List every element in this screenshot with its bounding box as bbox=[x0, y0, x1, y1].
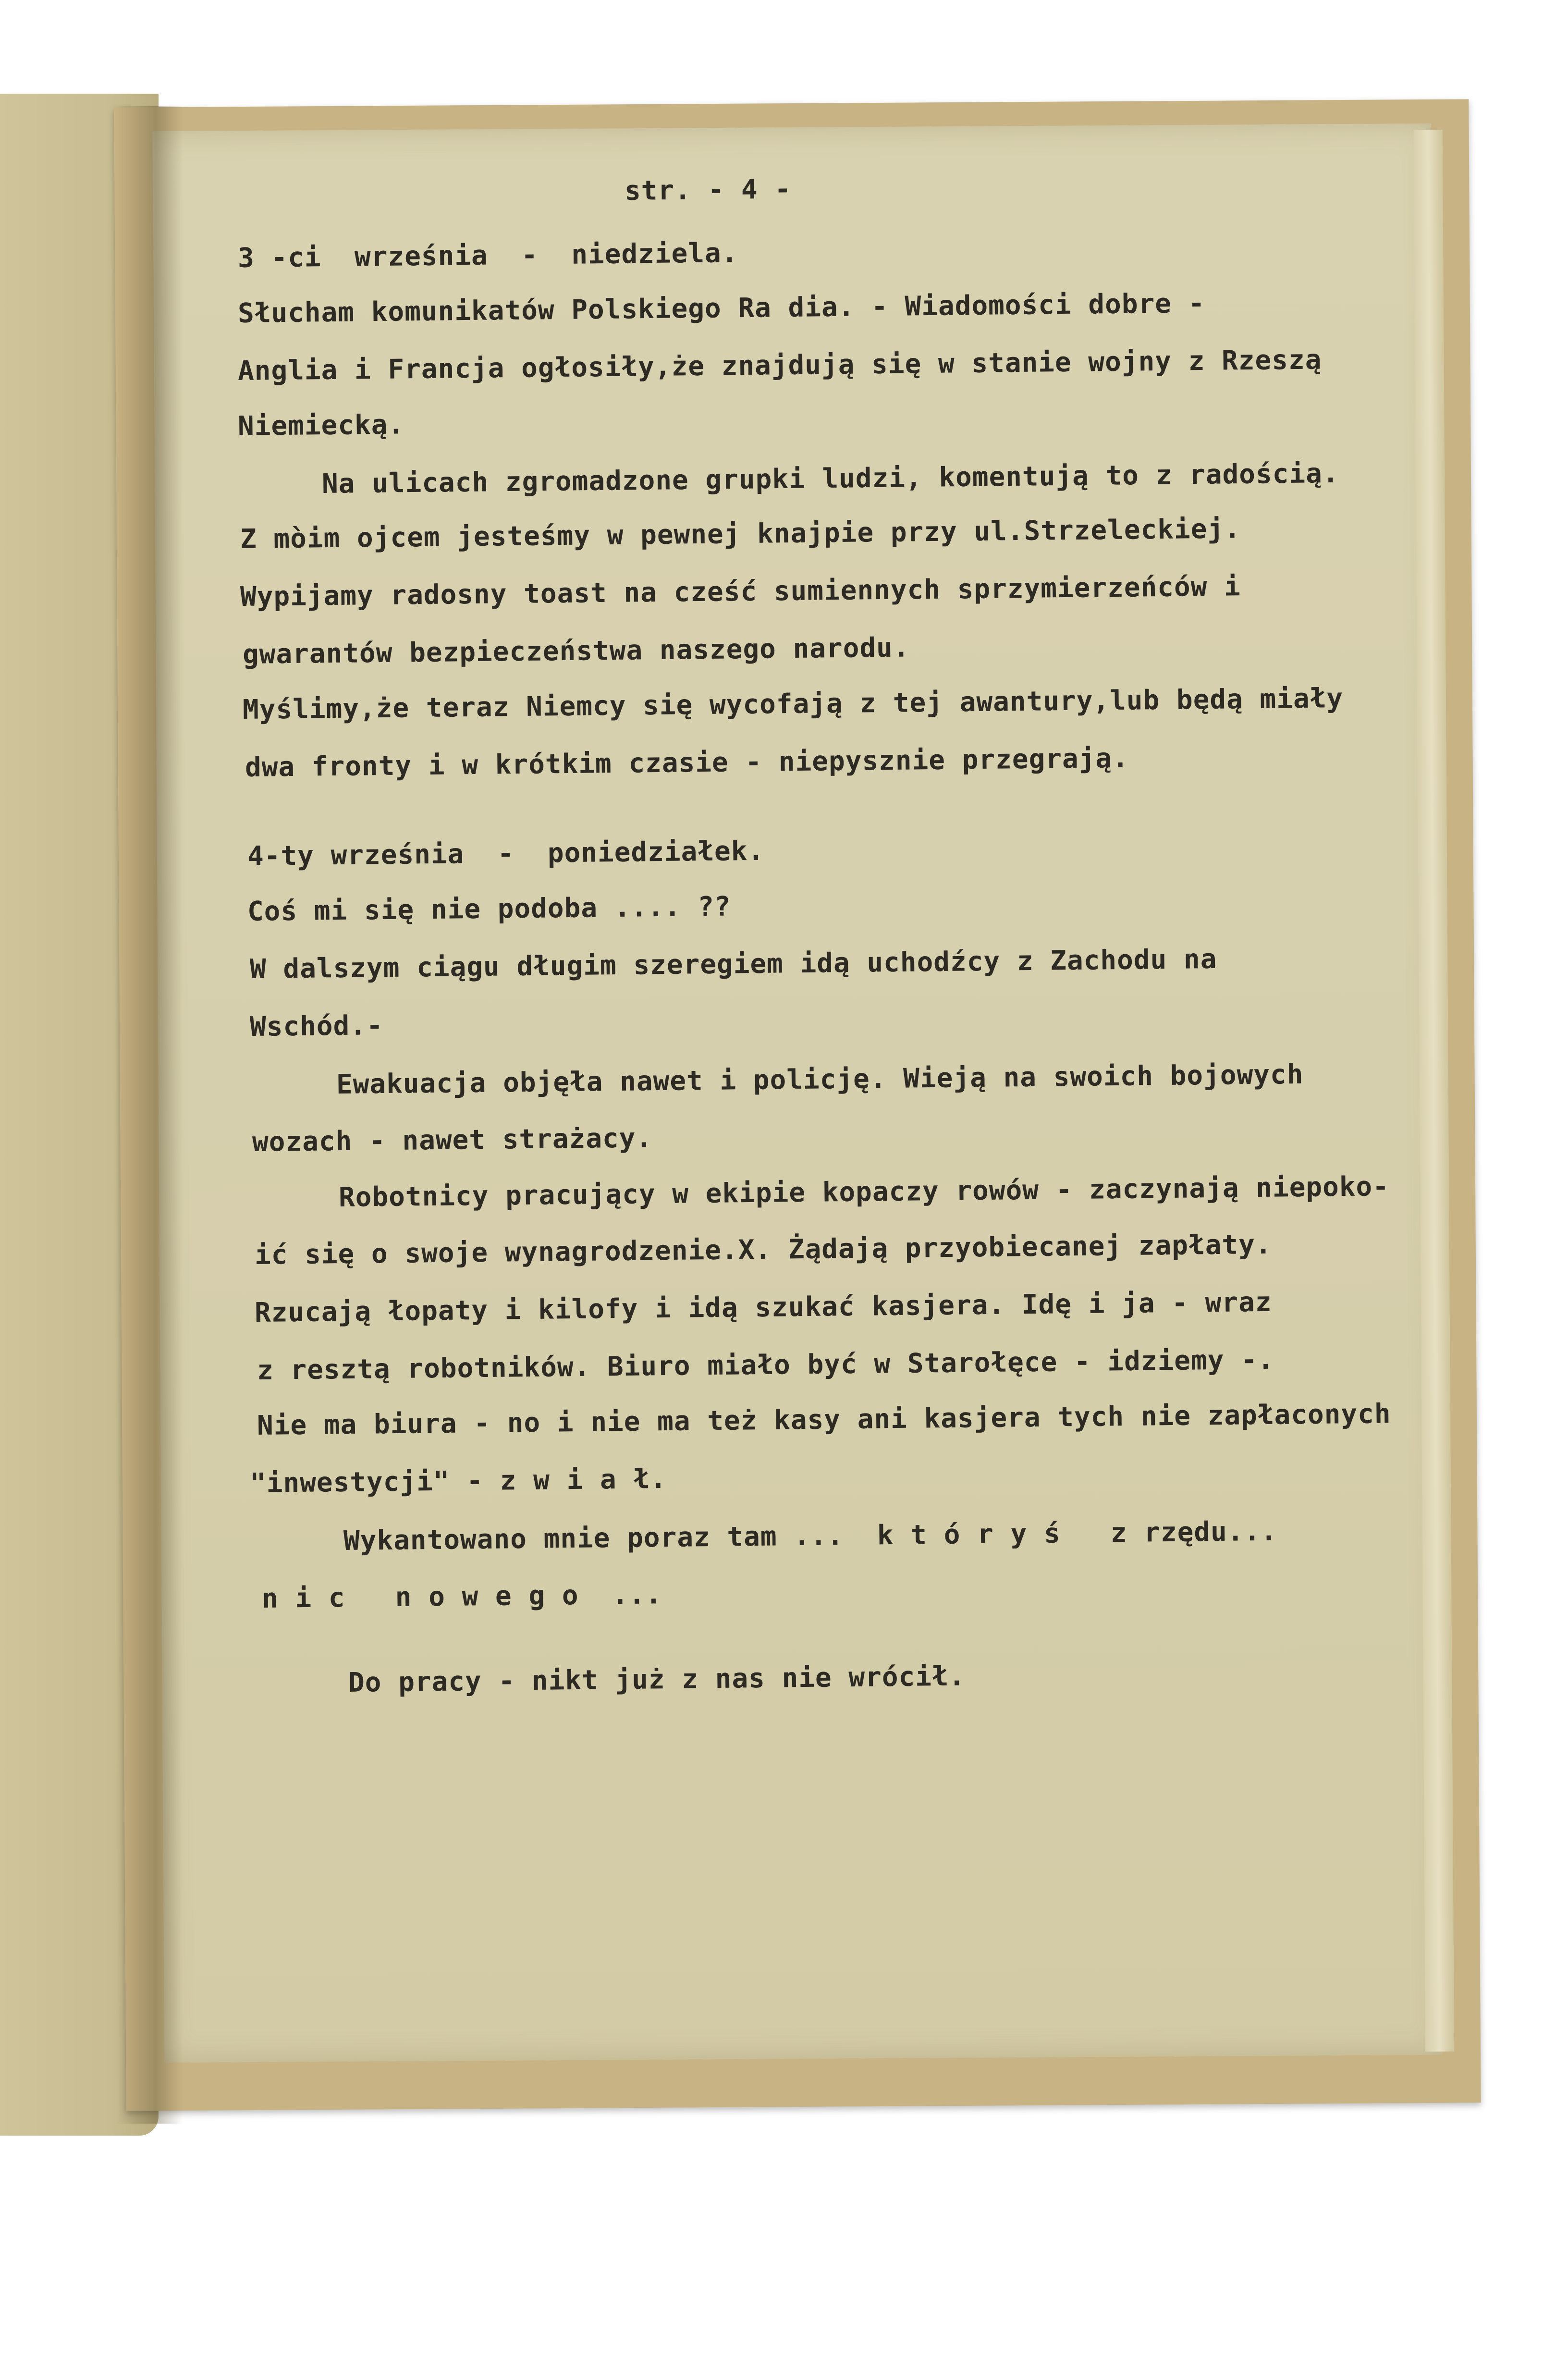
text-line: Wschód.- bbox=[249, 1010, 384, 1043]
text-line: Robotnicy pracujący w ekipie kopaczy rowów - zaczynają niepoko- bbox=[338, 1171, 1390, 1213]
text-line: Wykantowano mnie poraz tam ... k t ó r y ś z rzędu... bbox=[343, 1515, 1278, 1557]
text-line: Coś mi się nie podoba .... ?? bbox=[247, 891, 732, 927]
text-line: Ewakuacja objęła nawet i policję. Wieją na swoich bojowych bbox=[336, 1058, 1304, 1100]
text-line: Rzucają łopaty i kilofy i idą szukać kasjera. Idę i ja - wraz bbox=[254, 1286, 1272, 1328]
text-line: Niemiecką. bbox=[237, 409, 405, 442]
text-line: "inwestycji" - z w i a ł. bbox=[249, 1463, 667, 1499]
text-line: 4-ty września - poniedziałek. bbox=[247, 835, 765, 872]
spine-shadow bbox=[115, 106, 183, 2124]
text-line: Anglia i Francja ogłosiły,że znajdują się w stanie wojny z Rzeszą bbox=[237, 344, 1322, 387]
text-line: Do pracy - nikt już z nas nie wrócił. bbox=[348, 1660, 966, 1698]
text-line: ić się o swoje wynagrodzenie.X. Żądają przyobiecanej zapłaty. bbox=[254, 1229, 1272, 1271]
text-line: Myślimy,że teraz Niemcy się wycofają z tej awantury,lub będą miały bbox=[242, 683, 1344, 725]
page-number: str. - 4 - bbox=[624, 173, 792, 207]
text-line: Na ulicach zgromadzone grupki ludzi, komentują to z radością. bbox=[321, 457, 1339, 500]
text-line: W dalszym ciągu długim szeregiem idą uchodźcy z Zachodu na bbox=[249, 943, 1217, 985]
text-line: Słucham komunikatów Polskiego Ra dia. - Wiadomości dobre - bbox=[237, 287, 1205, 329]
text-line: dwa fronty i w krótkim czasie - niepysznie przegrają. bbox=[245, 742, 1129, 783]
text-line: 3 -ci września - niedziela. bbox=[237, 237, 738, 274]
text-line: gwarantów bezpieczeństwa naszego narodu. bbox=[242, 632, 910, 670]
text-line: n i c n o w e g o ... bbox=[261, 1579, 662, 1614]
text-line: wozach - nawet strażacy. bbox=[252, 1122, 653, 1158]
text-line: Z mòim ojcem jesteśmy w pewnej knajpie przy ul.Strzeleckiej. bbox=[240, 513, 1241, 555]
text-line: Nie ma biura - no i nie ma też kasy ani kasjera tych nie zapłaconych bbox=[257, 1398, 1391, 1441]
text-line: Wypijamy radosny toast na cześć sumiennych sprzymierzeńców i bbox=[240, 571, 1241, 613]
text-line: z resztą robotników. Biuro miało być w Starołęce - idziemy -. bbox=[257, 1344, 1274, 1386]
